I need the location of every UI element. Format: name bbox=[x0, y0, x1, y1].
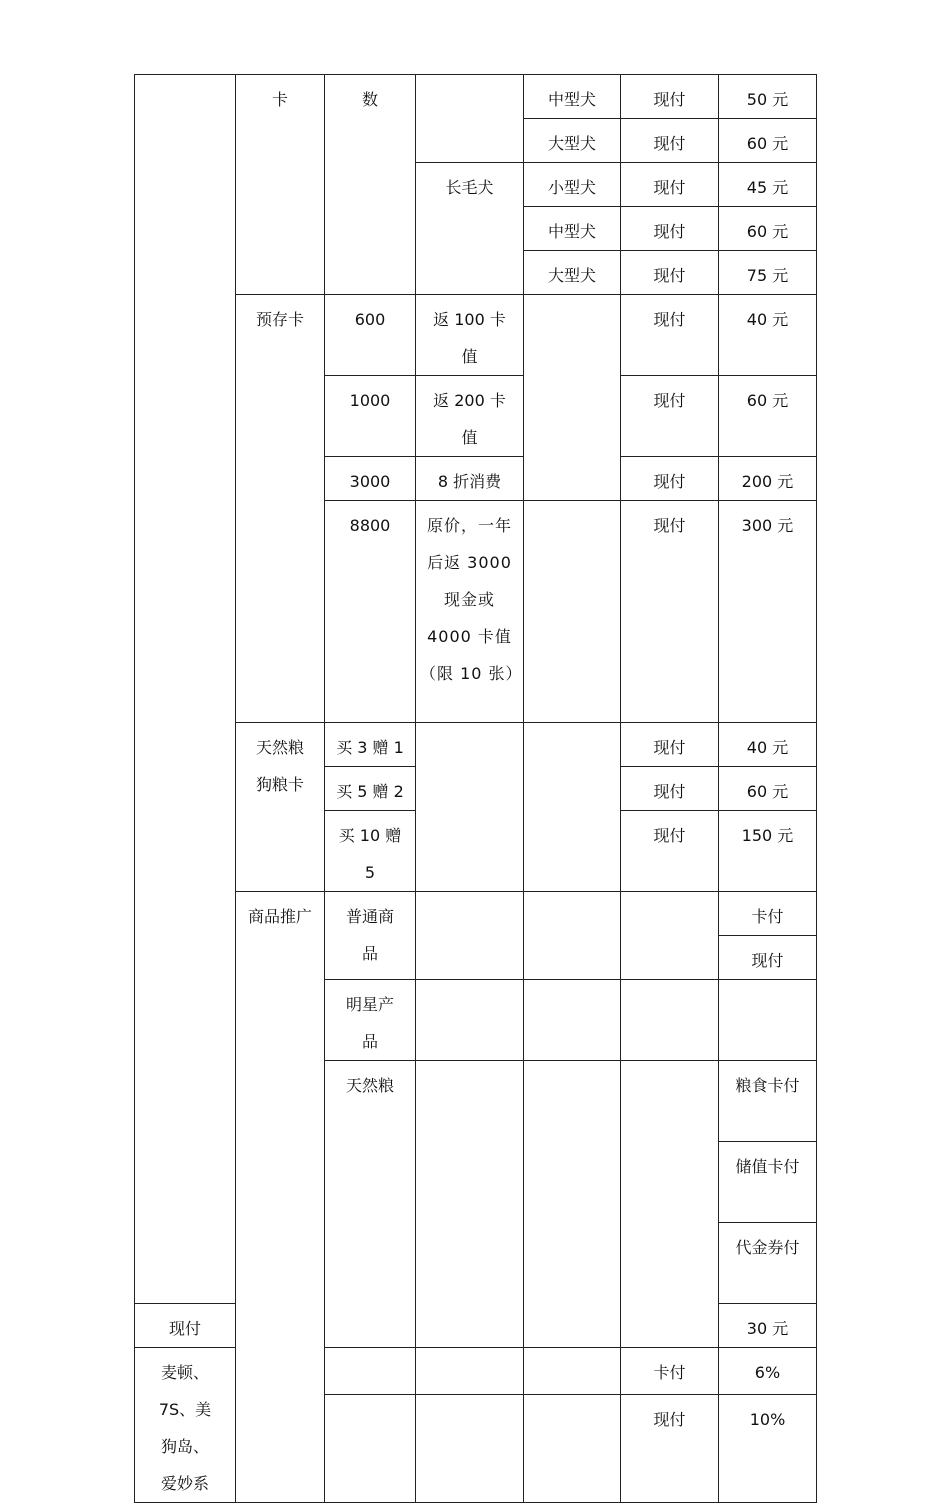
amount-cell: 150 元 bbox=[719, 811, 817, 892]
empty-cell bbox=[416, 1348, 524, 1395]
payment-cell: 现付 bbox=[621, 1395, 719, 1503]
row-label-regular-goods: 普通商 品 bbox=[325, 892, 416, 980]
dog-size-cell: 大型犬 bbox=[524, 119, 621, 163]
payment-cell: 现付 bbox=[621, 207, 719, 251]
prepaid-amount-cell: 600 bbox=[325, 295, 416, 376]
amount-cell: 60 元 bbox=[719, 119, 817, 163]
amount-cell: 300 元 bbox=[719, 501, 817, 723]
empty-cell bbox=[524, 723, 621, 892]
long-hair-cell: 长毛犬 bbox=[416, 163, 524, 295]
empty-cell bbox=[524, 892, 621, 980]
amount-cell: 30 元 bbox=[719, 1304, 817, 1348]
amount-cell: 50 元 bbox=[719, 75, 817, 119]
empty-cell bbox=[621, 1061, 719, 1348]
bonus-cell: 返 200 卡 值 bbox=[416, 376, 524, 457]
empty-cell bbox=[524, 980, 621, 1061]
prepaid-amount-cell: 3000 bbox=[325, 457, 416, 501]
dog-size-cell: 中型犬 bbox=[524, 75, 621, 119]
empty-cell bbox=[524, 1348, 621, 1395]
empty-cell bbox=[416, 1061, 524, 1348]
row-label-dog-food-card: 天然粮 狗粮卡 bbox=[236, 723, 325, 892]
amount-cell: 45 元 bbox=[719, 163, 817, 207]
dog-size-cell: 小型犬 bbox=[524, 163, 621, 207]
payment-cell: 现付 bbox=[621, 251, 719, 295]
empty-cell bbox=[325, 1395, 416, 1503]
payment-cell: 现付 bbox=[621, 376, 719, 457]
amount-cell: 40 元 bbox=[719, 723, 817, 767]
empty-cell bbox=[524, 501, 621, 723]
payment-cell: 现付 bbox=[135, 1304, 236, 1348]
row-label-count: 数 bbox=[325, 75, 416, 295]
empty-cell bbox=[719, 980, 817, 1061]
promo-cell: 买 5 赠 2 bbox=[325, 767, 416, 811]
amount-cell: 60 元 bbox=[719, 767, 817, 811]
empty-cell bbox=[325, 1348, 416, 1395]
bonus-cell: 8 折消费 bbox=[416, 457, 524, 501]
dog-size-cell: 中型犬 bbox=[524, 207, 621, 251]
payment-cell: 粮食卡付 bbox=[719, 1061, 817, 1142]
row-label-card: 卡 bbox=[236, 75, 325, 295]
empty-section-cell bbox=[135, 75, 236, 1304]
amount-cell: 10% bbox=[719, 1395, 817, 1503]
bonus-cell: 返 100 卡 值 bbox=[416, 295, 524, 376]
payment-cell: 现付 bbox=[621, 501, 719, 723]
section-label-product-promotion: 商品推广 bbox=[236, 892, 325, 1503]
empty-cell bbox=[621, 892, 719, 980]
prepaid-amount-cell: 1000 bbox=[325, 376, 416, 457]
commission-table bbox=[134, 74, 817, 1503]
payment-cell: 现付 bbox=[719, 936, 817, 980]
amount-cell: 60 元 bbox=[719, 376, 817, 457]
promo-cell: 买 10 赠 5 bbox=[325, 811, 416, 892]
empty-cell bbox=[416, 723, 524, 892]
empty-cell bbox=[416, 980, 524, 1061]
empty-cell bbox=[416, 1395, 524, 1503]
amount-cell: 40 元 bbox=[719, 295, 817, 376]
payment-cell: 现付 bbox=[621, 163, 719, 207]
payment-cell: 代金券付 bbox=[719, 1223, 817, 1304]
payment-cell: 现付 bbox=[621, 119, 719, 163]
prepaid-amount-cell: 8800 bbox=[325, 501, 416, 723]
payment-cell: 储值卡付 bbox=[719, 1142, 817, 1223]
bonus-cell: 原价，一年后返 3000 现金或 4000 卡值（限 10 张） bbox=[416, 501, 524, 723]
row-label-prepaid-card: 预存卡 bbox=[236, 295, 325, 723]
empty-cell bbox=[524, 295, 621, 501]
payment-cell: 现付 bbox=[621, 295, 719, 376]
row-label-star-product: 明星产 品 bbox=[325, 980, 416, 1061]
amount-cell: 75 元 bbox=[719, 251, 817, 295]
row-label-natural-food: 天然粮 bbox=[325, 1061, 416, 1348]
amount-cell: 60 元 bbox=[719, 207, 817, 251]
amount-cell: 200 元 bbox=[719, 457, 817, 501]
payment-cell: 卡付 bbox=[719, 892, 817, 936]
empty-cell bbox=[621, 980, 719, 1061]
empty-cell bbox=[416, 892, 524, 980]
row-label-brand-series: 麦顿、 7S、美 狗岛、 爱妙系 bbox=[135, 1348, 236, 1503]
empty-cell bbox=[524, 1061, 621, 1348]
amount-cell: 6% bbox=[719, 1348, 817, 1395]
dog-size-cell: 大型犬 bbox=[524, 251, 621, 295]
payment-cell: 现付 bbox=[621, 723, 719, 767]
empty-cell bbox=[416, 75, 524, 163]
payment-cell: 现付 bbox=[621, 75, 719, 119]
promo-cell: 买 3 赠 1 bbox=[325, 723, 416, 767]
payment-cell: 现付 bbox=[621, 811, 719, 892]
empty-cell bbox=[524, 1395, 621, 1503]
payment-cell: 现付 bbox=[621, 457, 719, 501]
payment-cell: 卡付 bbox=[621, 1348, 719, 1395]
payment-cell: 现付 bbox=[621, 767, 719, 811]
